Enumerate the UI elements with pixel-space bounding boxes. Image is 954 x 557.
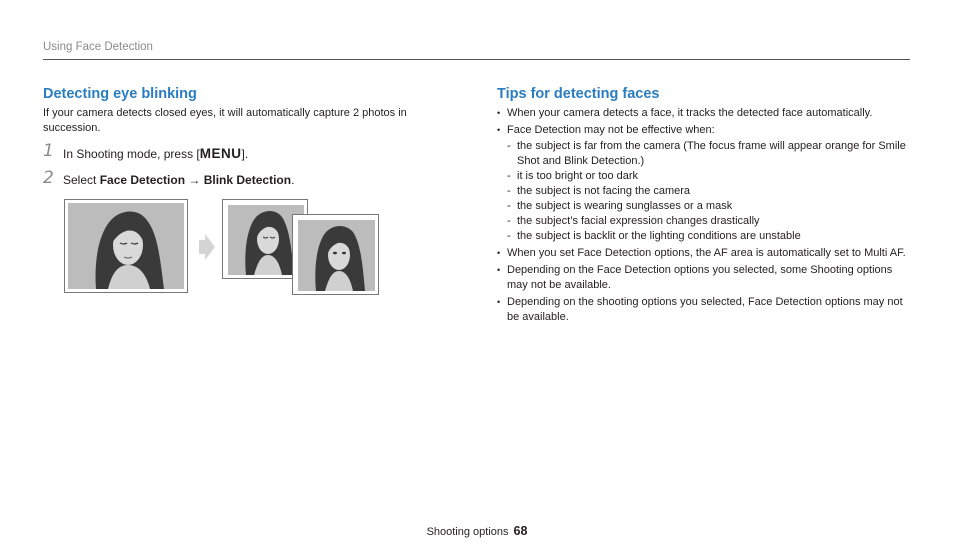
footer-label: Shooting options: [426, 526, 509, 538]
step-number: 2: [43, 168, 54, 188]
menu-key-icon: MENU: [199, 146, 242, 161]
list-item: • When your camera detects a face, it tracks the detected face automatically.: [497, 106, 910, 121]
page-footer: [0, 524, 954, 538]
step-number: 1: [43, 141, 54, 161]
photo-front: [292, 214, 379, 295]
header-section-title: Using Face Detection: [43, 41, 153, 53]
sub-list-item: - the subject is wearing sunglasses or a mask: [507, 199, 910, 214]
menu-item-blink-detection: Blink Detection: [203, 173, 292, 187]
right-arrow-icon: [199, 232, 215, 262]
menu-item-face-detection: Face Detection: [99, 173, 186, 187]
woman-portrait-image: [298, 220, 375, 291]
page-number: 68: [513, 524, 528, 538]
sub-list-item: - the subject is backlit or the lighting conditions are unstable: [507, 229, 910, 244]
photo-single: [64, 199, 188, 293]
list-item: • When you set Face Detection options, the AF area is automatically set to Multi AF.: [497, 246, 910, 261]
sub-list-item: - the subject is far from the camera (The focus frame will appear orange for Smile Shot and Blink Detection.): [507, 139, 910, 169]
sub-list-item: - it is too bright or too dark: [507, 169, 910, 184]
sub-list-item: - the subject is not facing the camera: [507, 184, 910, 199]
list-item: • Face Detection may not be effective when: - the subject is far from the camera (The focus frame will appear orange for Smile Shot and Blink Detection.) - it is too bright or too dark - the subject is not facing the camera - the subject is wearing sunglasses or a mask - the subject’s facial expression changes drastically - the subject is backlit or the lighting conditions are unstable: [497, 123, 910, 244]
section-title-eye-blinking: Detecting eye blinking: [43, 86, 197, 102]
list-item: • Depending on the shooting options you selected, Face Detection options may not be available.: [497, 295, 910, 325]
step-text: Select Face Detection → Blink Detection.: [63, 173, 295, 187]
sub-list-item: - the subject’s facial expression changes drastically: [507, 214, 910, 229]
header-divider: [43, 59, 910, 60]
woman-portrait-image: [68, 203, 184, 289]
section-title-tips: Tips for detecting faces: [497, 86, 660, 102]
list-item: • Depending on the Face Detection options you selected, some Shooting options may not be available.: [497, 263, 910, 293]
tips-list: [497, 106, 910, 327]
step-text: In Shooting mode, press [MENU].: [63, 146, 249, 161]
intro-paragraph: If your camera detects closed eyes, it will automatically capture 2 photos in succession.: [43, 107, 407, 134]
